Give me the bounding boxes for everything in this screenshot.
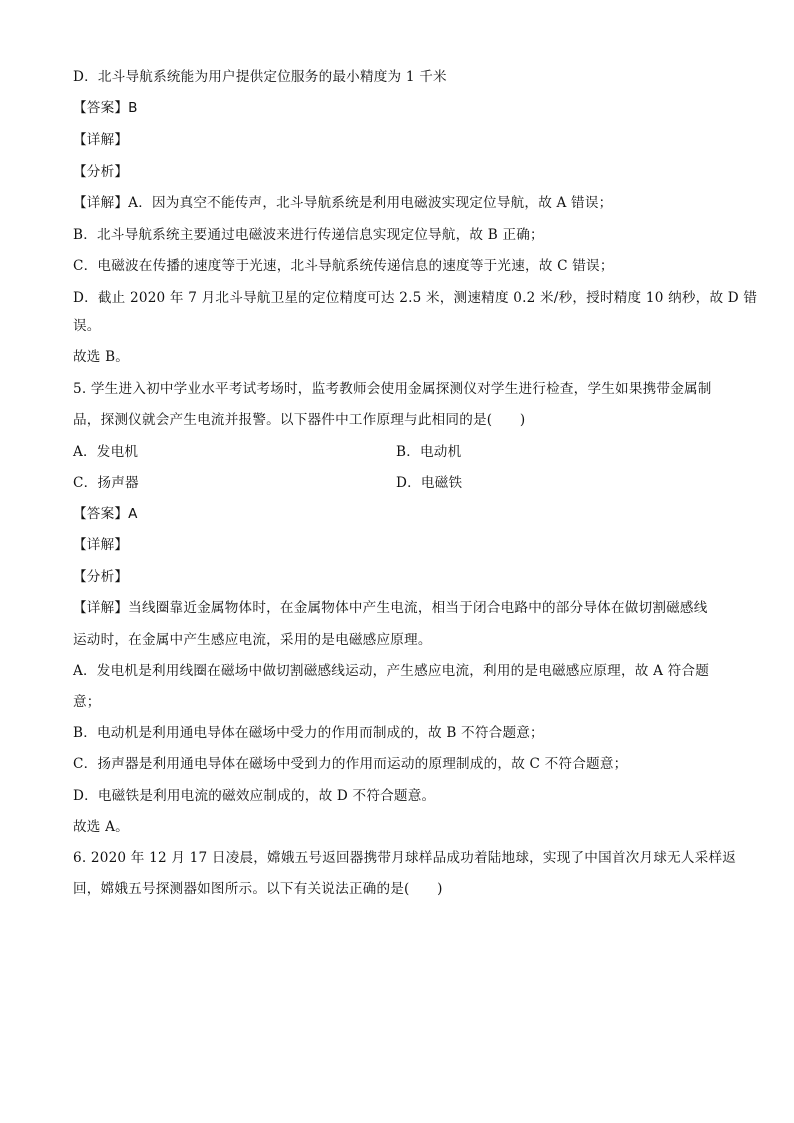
- q4-detail-c: C．电磁波在传播的速度等于光速，北斗导航系统传递信息的速度等于光速，故 C 错误；: [73, 258, 614, 274]
- q4-conclusion: 故选 B。: [73, 349, 130, 365]
- q5-detail-line1: 【详解】当线圈靠近金属物体时，在金属物体中产生电流，相当于闭合电路中的部分导体在做切割磁感线: [73, 600, 708, 616]
- q4-answer: 【答案】B: [73, 100, 138, 116]
- q5-option-c: C．扬声器: [73, 475, 139, 491]
- q5-detail-a-line2: 意；: [73, 694, 101, 710]
- q5-answer: 【答案】A: [73, 506, 138, 522]
- q5-detail-c: C．扬声器是利用通电导体在磁场中受到力的作用而运动的原理制成的，故 C 不符合题意；: [73, 756, 628, 772]
- q6-stem-line1: 6. 2020 年 12 月 17 日凌晨，嫦娥五号返回器携带月球样品成功着陆地球，实现了中国首次月球无人采样返: [73, 850, 737, 866]
- q5-analysis-tag: 【分析】: [73, 569, 129, 585]
- q4-detail-a: 【详解】A．因为真空不能传声，北斗导航系统是利用电磁波实现定位导航，故 A 错误；: [73, 195, 613, 211]
- q4-detail-d-line2: 误。: [73, 318, 101, 334]
- q6-stem-line2: 回，嫦娥五号探测器如图所示。以下有关说法正确的是( ): [73, 881, 443, 897]
- q4-detail-d-line1: D．截止 2020 年 7 月北斗导航卫星的定位精度可达 2.5 米，测速精度 0.2 米/秒，授时精度 10 纳秒，故 D 错: [73, 290, 758, 306]
- q5-option-b: B．电动机: [396, 444, 462, 460]
- q4-detail-tag: 【详解】: [73, 132, 129, 148]
- q5-option-d: D．电磁铁: [396, 475, 463, 491]
- q4-analysis-tag: 【分析】: [73, 164, 129, 180]
- q5-detail-tag: 【详解】: [73, 537, 129, 553]
- q5-detail-a-line1: A．发电机是利用线圈在磁场中做切割磁感线运动，产生感应电流，利用的是电磁感应原理，故 A 符合题: [73, 663, 709, 679]
- q5-detail-d: D．电磁铁是利用电流的磁效应制成的，故 D 不符合题意。: [73, 788, 436, 804]
- q4-detail-b: B．北斗导航系统主要通过电磁波来进行传递信息实现定位导航，故 B 正确；: [73, 227, 544, 243]
- q4-option-d: D．北斗导航系统能为用户提供定位服务的最小精度为 1 千米: [73, 69, 447, 85]
- q5-option-a: A．发电机: [73, 444, 139, 460]
- q5-conclusion: 故选 A。: [73, 819, 129, 835]
- q5-detail-b: B．电动机是利用通电导体在磁场中受力的作用而制成的，故 B 不符合题意；: [73, 725, 544, 741]
- q5-stem-line2: 品，探测仪就会产生电流并报警。以下器件中工作原理与此相同的是( ): [73, 412, 526, 428]
- q5-detail-line2: 运动时，在金属中产生感应电流，采用的是电磁感应原理。: [73, 632, 432, 648]
- q5-stem-line1: 5. 学生进入初中学业水平考试考场时，监考教师会使用金属探测仪对学生进行检查，学生如果携带金属制: [73, 381, 712, 397]
